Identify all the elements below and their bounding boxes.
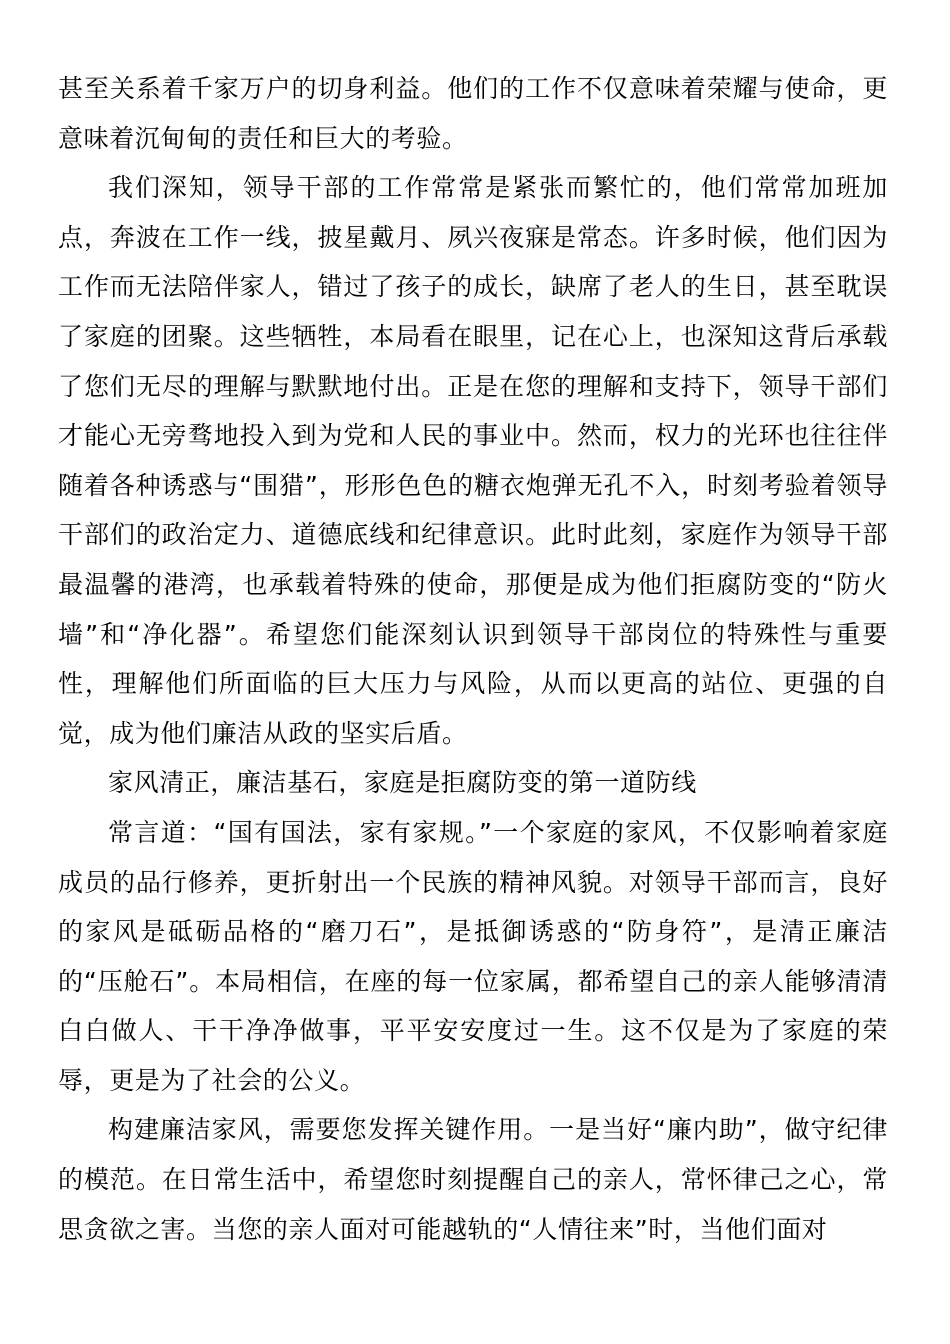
paragraph: 甚至关系着千家万户的切身利益。他们的工作不仅意味着荣耀与使命，更意味着沉甸甸的责任和巨大的考验。: [58, 74, 888, 153]
paragraph: 常言道：“国有国法，家有家规。”一个家庭的家风，不仅影响着家庭成员的品行修养，更折射出一个民族的精神风貌。对领导干部而言，良好的家风是砥砺品格的“磨刀石”，是抵御诱惑的“防身符”，是清正廉洁的“压舱石”。本局相信，在座的每一位家属，都希望自己的亲人能够清清白白做人、干干净净做事，平平安安度过一生。这不仅是为了家庭的荣辱，更是为了社会的公义。: [58, 817, 888, 1095]
section-heading: 家风清正，廉洁基石，家庭是拒腐防变的第一道防线: [108, 768, 697, 798]
document-body: [58, 64, 888, 1254]
paragraph: 我们深知，领导干部的工作常常是紧张而繁忙的，他们常常加班加点，奔波在工作一线，披星戴月、夙兴夜寐是常态。许多时候，他们因为工作而无法陪伴家人，错过了孩子的成长，缺席了老人的生日，甚至耽误了家庭的团聚。这些牺牲，本局看在眼里，记在心上，也深知这背后承载了您们无尽的理解与默默地付出。正是在您的理解和支持下，领导干部们才能心无旁骛地投入到为党和人民的事业中。然而，权力的光环也往往伴随着各种诱惑与“围猎”，形形色色的糖衣炮弹无孔不入，时刻考验着领导干部们的政治定力、道德底线和纪律意识。此时此刻，家庭作为领导干部最温馨的港湾，也承载着特殊的使命，那便是成为他们拒腐防变的“防火墙”和“净化器”。希望您们能深刻认识到领导干部岗位的特殊性与重要性，理解他们所面临的巨大压力与风险，从而以更高的站位、更强的自觉，成为他们廉洁从政的坚实后盾。: [58, 173, 888, 748]
paragraph: 构建廉洁家风，需要您发挥关键作用。一是当好“廉内助”，做守纪律的模范。在日常生活中，希望您时刻提醒自己的亲人，常怀律己之心，常思贪欲之害。当您的亲人面对可能越轨的“人情往来”时，当他们面对: [58, 1115, 888, 1244]
